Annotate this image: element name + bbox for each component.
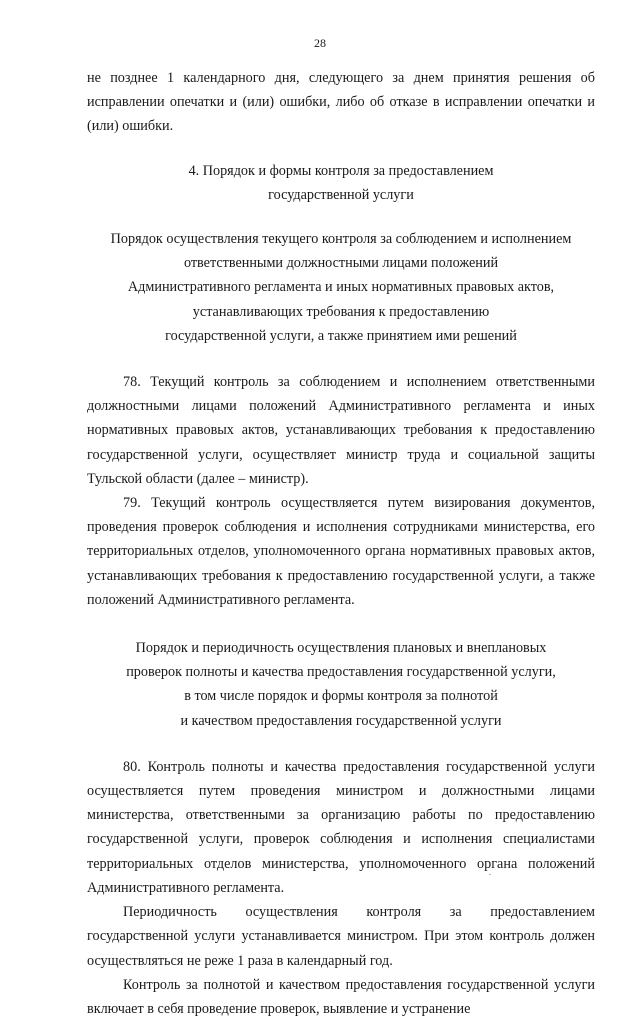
scan-speck [489, 874, 491, 875]
section-heading-line: государственной услуги [268, 186, 414, 203]
subheading-line: проверок полноты и качества предоставления государственной услуги, [126, 664, 556, 681]
paragraph-periodicity: Периодичность осуществления контроля за предоставлением государственной услуги устанавливается министром. При этом контроль должен осуществляться не реже 1 раза в календарный год. [87, 904, 595, 969]
subheading-line: устанавливающих требования к предоставлению [192, 303, 490, 320]
subheading-line: государственной услуги, а также принятием ими решений [165, 327, 517, 344]
section-heading-line: 4. Порядок и формы контроля за предоставлением [188, 162, 494, 179]
paragraph-intro: не позднее 1 календарного дня, следующего за днем принятия решения об исправлении опечатки и (или) ошибки, либо об отказе в исправлении опечатки и (или) ошибки. [87, 70, 595, 135]
paragraph-79: 79. Текущий контроль осуществляется путем визирования документов, проведения проверок соблюдения и исполнения сотрудниками министерства, его территориальных отделов, уполномоченного органа нормативных правовых актов, устанавливающих требования к предоставлению государственной услуги, а также положений Административного регламента. [87, 495, 595, 608]
subheading-line: Порядок осуществления текущего контроля за соблюдением и исполнением [110, 231, 572, 248]
subheading-line: ответственными должностными лицами положений [183, 255, 499, 272]
subheading-current-control [87, 227, 595, 348]
document-body [87, 66, 595, 1021]
subheading-line: и качеством предоставления государственной услуги [180, 712, 502, 729]
subheading-line: Порядок и периодичность осуществления плановых и внеплановых [135, 640, 547, 657]
paragraph-control-scope: Контроль за полнотой и качеством предоставления государственной услуги включает в себя проведение проверок, выявление и устранение [87, 976, 595, 1017]
subheading-line: Административного регламента и иных нормативных правовых актов, [127, 279, 555, 296]
paragraph-80: 80. Контроль полноты и качества предоставления государственной услуги осуществляется путем проведения министром и должностными лицами министерства, ответственными за организацию работы по предоставлению государственной услуги, проверок соблюдения и исполнения специалистами территориальных отделов министерства, уполномоченного органа положений Административного регламента. [87, 758, 595, 896]
subheading-line: в том числе порядок и формы контроля за полнотой [184, 688, 498, 705]
paragraph-78: 78. Текущий контроль за соблюдением и исполнением ответственными должностными лицами положений Административного регламента и иных нормативных правовых актов, устанавливающих требования к предоставлению государственной услуги, осуществляет министр труда и социальной защиты Тульской области (далее – министр). [87, 374, 595, 487]
page-number: 28 [314, 36, 326, 50]
section-heading-4 [87, 159, 595, 207]
subheading-inspections [87, 636, 595, 733]
